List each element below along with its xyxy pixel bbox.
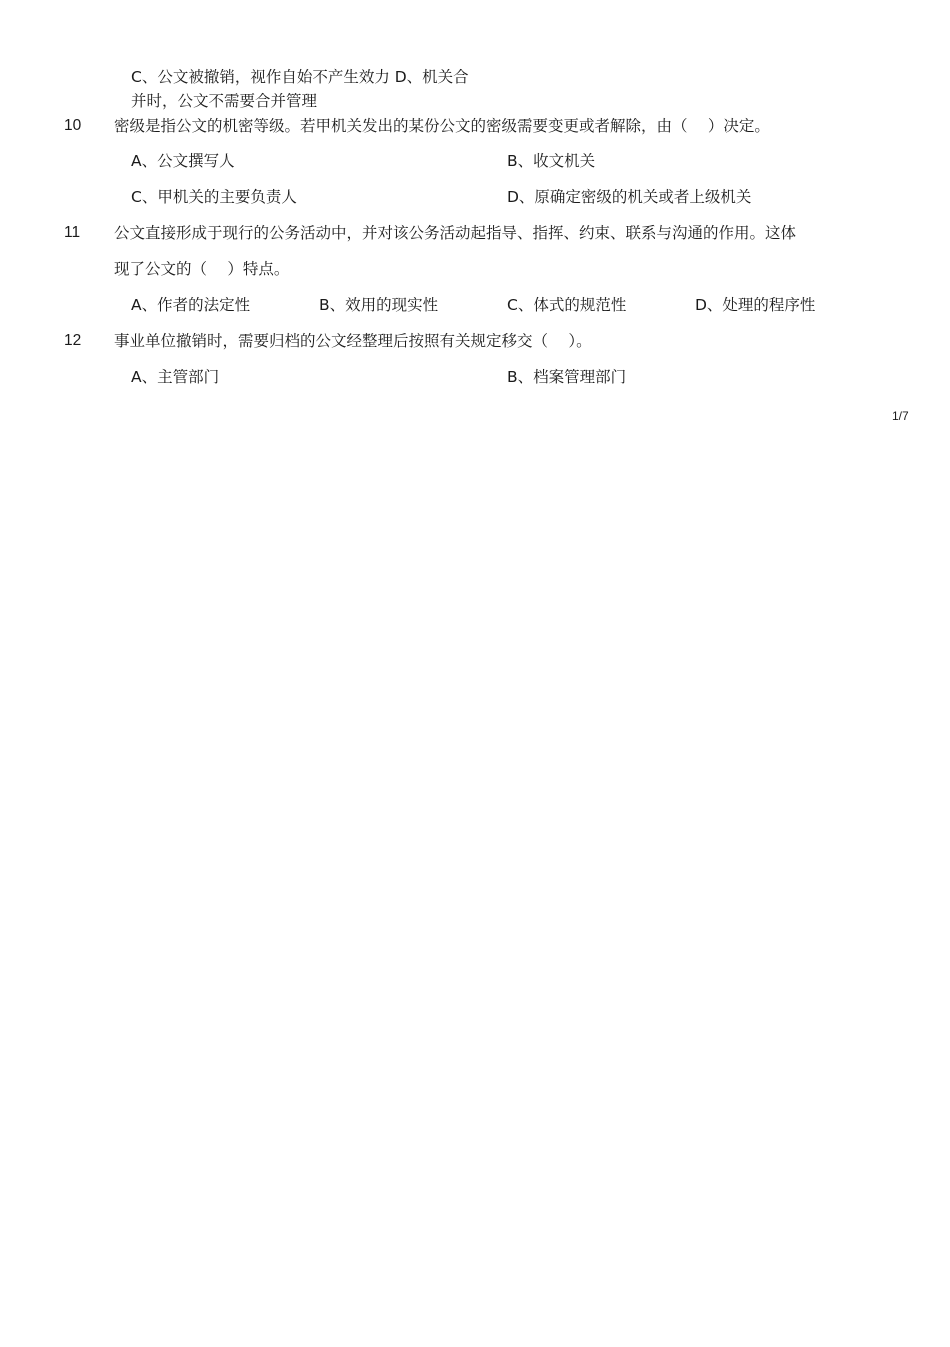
option-a: A、作者的法定性: [131, 296, 251, 314]
question-number: 11: [64, 224, 81, 241]
question-stem: 密级是指公文的机密等级。若甲机关发出的某份公文的密级需要变更或者解除，由（ ）决定。: [114, 117, 770, 135]
question-stem: 公文直接形成于现行的公务活动中，并对该公务活动起指导、指挥、约束、联系与沟通的作用。这体: [114, 224, 797, 242]
option-d: D、原确定密级的机关或者上级机关: [507, 188, 752, 206]
question-stem-line2: 现了公文的（ ）特点。: [114, 260, 290, 278]
question-stem: 事业单位撤销时，需要归档的公文经整理后按照有关规定移交（ ）。: [114, 332, 592, 350]
question-number: 12: [64, 332, 82, 349]
option-b: B、收文机关: [507, 152, 596, 170]
option-d: D、处理的程序性: [695, 296, 816, 314]
option-a: A、主管部门: [131, 368, 220, 386]
question-number: 10: [64, 117, 82, 134]
option-a: A、公文撰写人: [131, 152, 235, 170]
option-c-continued: C、公文被撤销，视作自始不产生效力 D、机关合: [131, 68, 469, 86]
page-number: 1/7: [892, 409, 909, 423]
option-c: C、体式的规范性: [507, 296, 627, 314]
option-b: B、档案管理部门: [507, 368, 627, 386]
option-c-continued-line2: 并时，公文不需要合并管理: [131, 92, 318, 110]
option-c: C、甲机关的主要负责人: [131, 188, 297, 206]
option-b: B、效用的现实性: [319, 296, 439, 314]
